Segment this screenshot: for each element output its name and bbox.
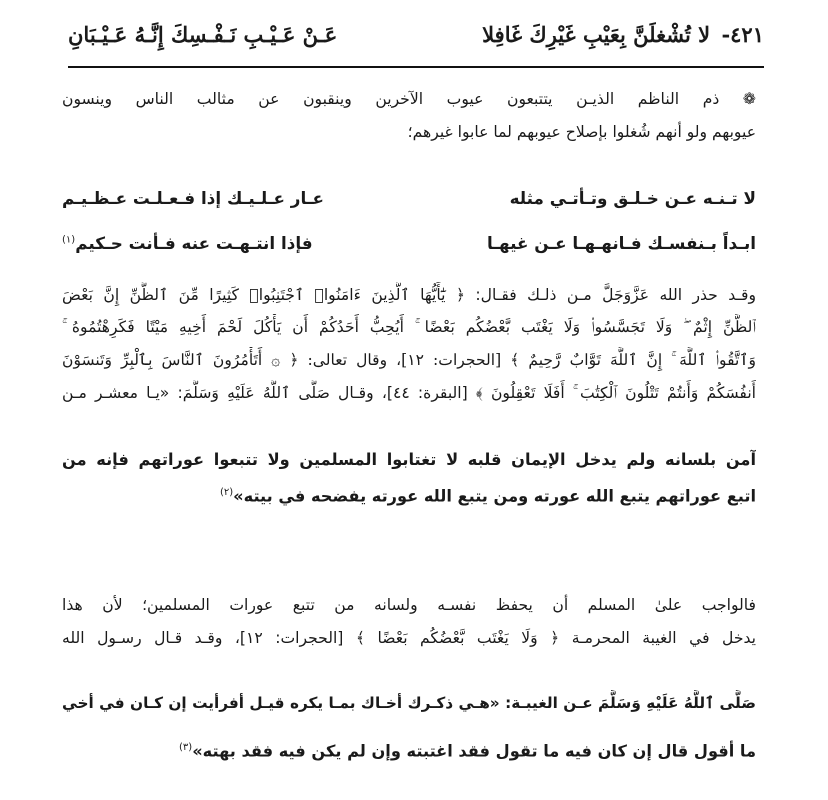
hadith-2-end-text: ما أقول قال إن كان فيه ما تقول فقد اغتبته وإن لم يكن فيه فقد بهته»: [192, 741, 756, 761]
verse-first-hemistich: [482, 22, 764, 47]
verse-header: [68, 10, 764, 58]
poem-line-2-first: ابـداً بـنفسـك فـانهـهـا عـن غيهـا: [487, 233, 756, 253]
paragraph-1-line-1: ❁ ذم الناظم الذيـن يتتبعون عيوب الآخرين وينقبون عن مثالب الناس وينسون: [62, 90, 756, 108]
verse-hemistich-1: لا تُشْغلَنَّ بِعَيْبِ غَيْرِكَ غَافِلا: [482, 21, 711, 47]
paragraph-2-line-4: أَنفُسَكُمْ وَأَنتُمْ تَتْلُونَ ٱلْكِتَٰبَ ۚ أَفَلَا تَعْقِلُونَ ﴾ [البقرة: ٤٤]، وقـال صَلَّى ٱللَّهُ عَلَيْهِ وَسَلَّمَ: «يـا معشـر مـن: [62, 384, 756, 402]
poem-line-1-second: عـار عـلـيـك إذا فـعـلـت عـظـيـم: [62, 188, 324, 208]
paragraph-3-line-3: صَلَّى ٱللَّهُ عَلَيْهِ وَسَلَّمَ عـن الغيبـة: «هـي ذكـرك أخـاك بمـا يكره قيـل أفرأيت إن كـان في أخي: [62, 694, 756, 712]
paragraph-3-line-2: يدخل في الغيبة المحرمـة ﴿ وَلَا يَغْتَب بَّعْضُكُم بَعْضًا ﴾ [الحجرات: ١٢]، وقـد قـال رسـول الله: [62, 629, 756, 647]
paragraph-2-line-2: ٱلظَّنِّ إِثْمٌ ۖ وَلَا تَجَسَّسُوا۟ وَلَا يَغْتَب بَّعْضُكُم بَعْضًا ۚ أَيُحِبُّ أَحَدُكُمْ أَن يَأْكُلَ لَحْمَ أَخِيهِ مَيْتًا فَكَرِهْتُمُوهُ ۚ: [62, 318, 756, 336]
hadith-end-text: اتبع عوراتهم يتبع الله عورته ومن يتبع الله عورته يفضحه في بيته»: [233, 486, 756, 506]
header-divider: [68, 66, 764, 68]
footnote-ref-1: (١): [62, 234, 76, 246]
paragraph-2-line-3: وَٱتَّقُوا۟ ٱللَّهَ ۚ إِنَّ ٱللَّهَ تَوَّابٌ رَّحِيمٌ ﴾ [الحجرات: ١٢]، وقال تعالى: ﴿ ۞ أَتَأْمُرُونَ ٱلنَّاسَ بِٱلْبِرِّ وَتَنسَوْنَ: [62, 351, 756, 369]
poem-line-1-first: لا تـنـه عـن خـلـق وتـأتـي مثله: [509, 188, 756, 208]
footnote-ref-3: (٣): [179, 742, 193, 753]
verse-number: ٤٢١-: [721, 21, 764, 47]
paragraph-3-line-4: [62, 735, 756, 764]
verse-hemistich-2: عَـنْ عَـيْـبِ نَـفْـسِكَ إِنَّـهُ عَـيْـبَانِ: [68, 21, 338, 47]
paragraph-2-line-6: [62, 480, 756, 509]
poem-line-2: [62, 228, 756, 258]
paragraph-1-line-2: عيوبهم ولو أنهم شُغلوا بإصلاح عيوبهم لما عابوا غيرهم؛: [407, 123, 756, 141]
paragraph-2-line-5: آمن بلسانه ولم يدخل الإيمان قلبه لا تغتابوا المسلمين ولا تتبعوا عوراتهم فإنه من: [62, 450, 756, 469]
poem-line-2-second: فإذا انتـهـت عنه فـأنت حـكيم: [75, 233, 313, 253]
paragraph-3-line-1: فالواجب علىٰ المسلم أن يحفظ نفسـه ولسانه من تتبع عورات المسلمين؛ لأن هذا: [62, 596, 756, 614]
footnote-ref-2: (٢): [219, 487, 234, 498]
poem-line-1: [62, 183, 756, 213]
poem-line-2-second-wrap: [62, 233, 313, 253]
paragraph-2-line-1: وقـد حذر الله عَزَّوَجَلَّ مـن ذلـك فقـال: ﴿ يَٰٓأَيُّهَا ٱلَّذِينَ ءَامَنُوا۟ ٱجْتَنِبُوا۟ كَثِيرًا مِّنَ ٱلظَّنِّ إِنَّ بَعْضَ: [62, 286, 756, 304]
